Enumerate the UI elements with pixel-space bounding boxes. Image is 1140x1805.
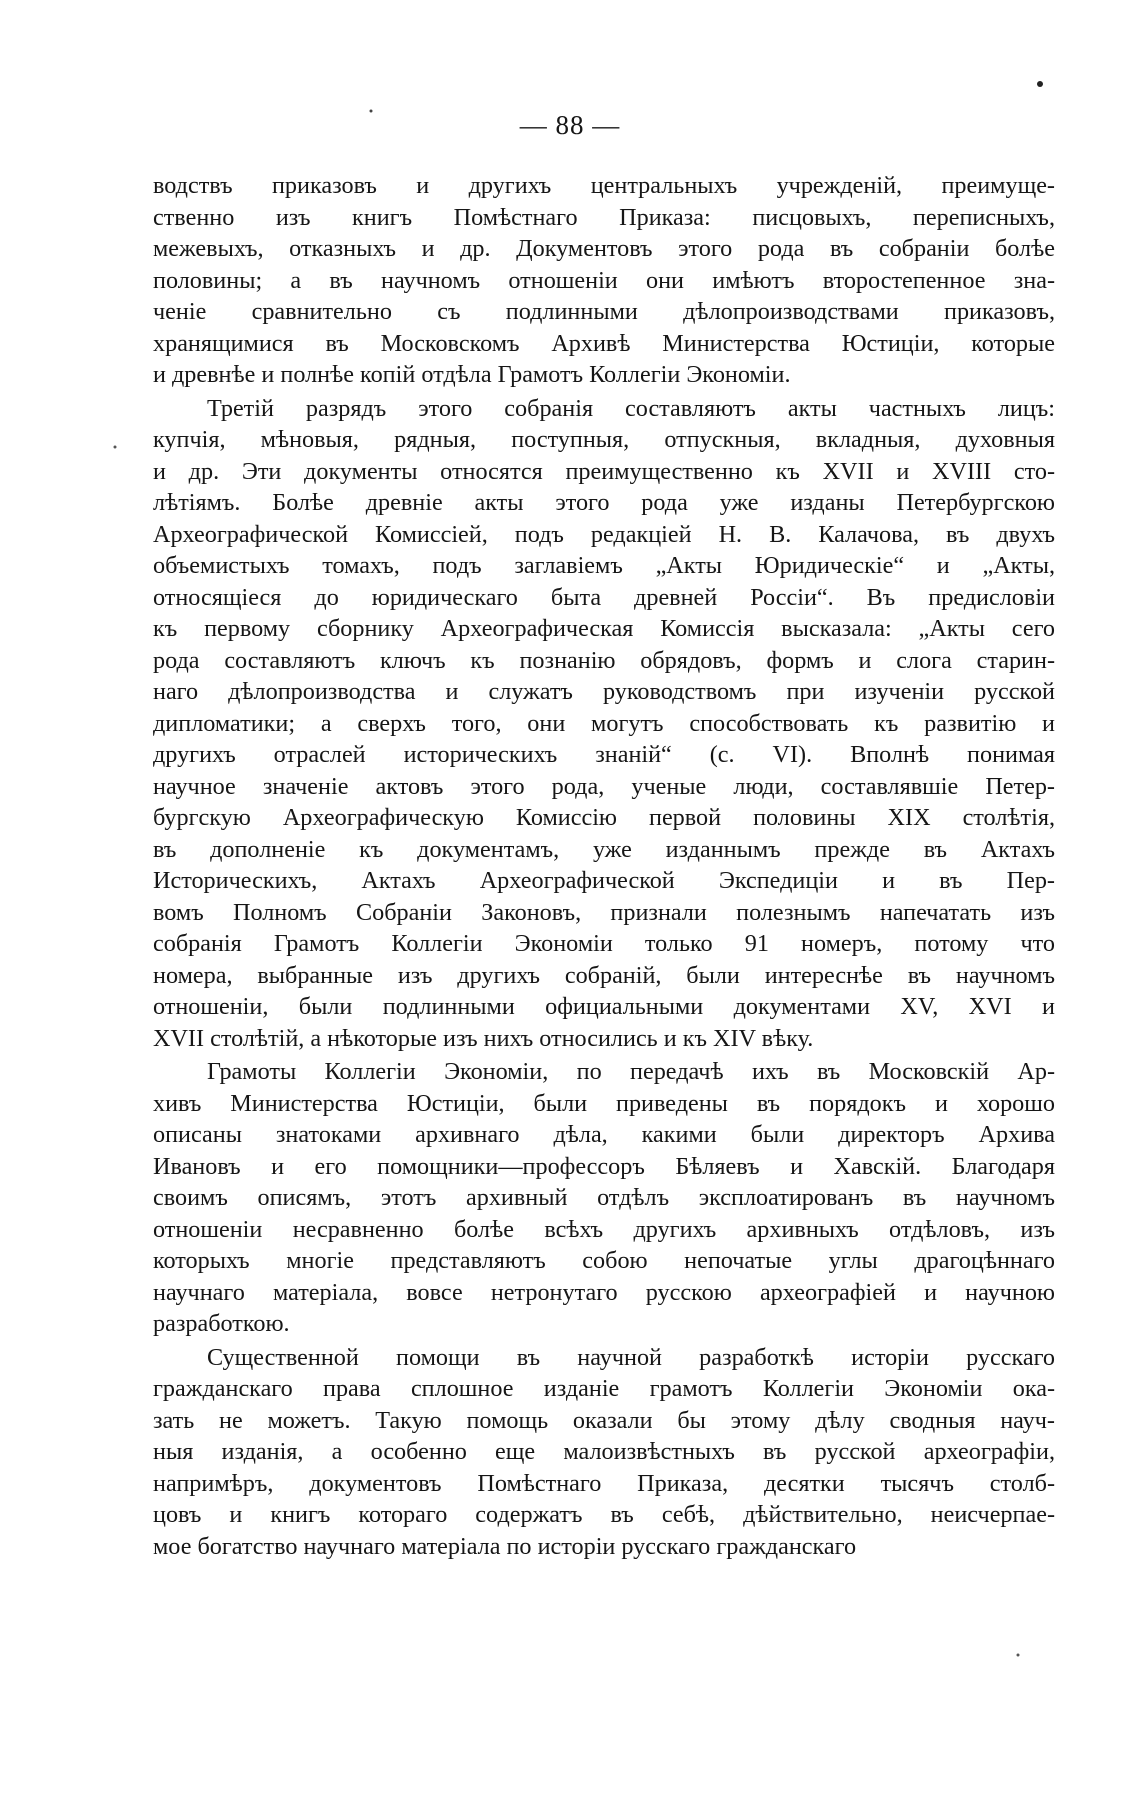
text-line: своимъ описямъ, этотъ архивный отдѣлъ эксплоатированъ въ научномъ bbox=[153, 1184, 1055, 1211]
text-line: XVII столѣтій, а нѣкоторые изъ нихъ относились и къ XIV вѣку. bbox=[153, 1024, 814, 1052]
text-line: другихъ отраслей историческихъ знаній“ (с. VI). Вполнѣ понимая bbox=[153, 741, 1055, 768]
text-line: Третій разрядъ этого собранія составляютъ акты частныхъ лицъ: bbox=[207, 394, 1055, 422]
text-line: собранія Грамотъ Коллегіи Экономіи только 91 номеръ, потому что bbox=[153, 930, 1055, 957]
text-line: хранящимися въ Московскомъ Архивѣ Министерства Юстиціи, которые bbox=[153, 329, 1055, 357]
text-line: наго дѣлопроизводства и служатъ руководствомъ при изученіи русской bbox=[153, 678, 1055, 705]
page-number: — 88 — bbox=[519, 110, 621, 140]
text-line: научное значеніе актовъ этого рода, ученые люди, составлявшіе Петер- bbox=[153, 772, 1055, 800]
text-line: Существенной помощи въ научной разработкѣ исторіи русскаго bbox=[207, 1343, 1055, 1371]
text-line: номера, выбранные изъ другихъ собраній, были интереснѣе въ научномъ bbox=[153, 961, 1055, 989]
text-line: хивъ Министерства Юстиціи, были приведены въ порядокъ и хорошо bbox=[153, 1089, 1055, 1117]
text-line: и др. Эти документы относятся преимущественно къ XVII и XVIII сто- bbox=[153, 457, 1055, 485]
text-line: вомъ Полномъ Собраніи Законовъ, признали полезнымъ напечатать изъ bbox=[153, 898, 1055, 926]
text-line: бургскую Археографическую Комиссію первой половины XIX столѣтія, bbox=[153, 804, 1055, 831]
text-line: гражданскаго права сплошное изданіе грамотъ Коллегіи Экономіи ока- bbox=[153, 1375, 1055, 1402]
text-line: лѣтіямъ. Болѣе древніе акты этого рода уже изданы Петербургскою bbox=[153, 489, 1055, 516]
text-line: мое богатство научнаго матеріала по исторіи русскаго гражданскаго bbox=[153, 1532, 857, 1560]
text-line: которыхъ многіе представляютъ собою непочатые углы драгоцѣннаго bbox=[153, 1247, 1055, 1274]
text-line: зать не можетъ. Такую помощь оказали бы этому дѣлу сводныя науч- bbox=[153, 1406, 1055, 1434]
text-line: напримѣръ, документовъ Помѣстнаго Приказа, десятки тысячъ столб- bbox=[153, 1469, 1055, 1497]
text-line: ныя изданія, а особенно еще малоизвѣстныхъ въ русской археографіи, bbox=[153, 1438, 1055, 1465]
text-line: половины; а въ научномъ отношеніи они имѣютъ второстепенное зна- bbox=[153, 266, 1055, 294]
text-line: Грамоты Коллегіи Экономіи, по передачѣ ихъ въ Московскій Ар- bbox=[207, 1058, 1055, 1085]
text-line: къ первому сборнику Археографическая Комиссія высказала: „Акты сего bbox=[153, 615, 1055, 642]
text-line: объемистыхъ томахъ, подъ заглавіемъ „Акты Юридическіе“ и „Акты, bbox=[153, 552, 1055, 579]
text-line: Историческихъ, Актахъ Археографической Экспедиціи и въ Пер- bbox=[153, 867, 1055, 894]
text-line: ственно изъ книгъ Помѣстнаго Приказа: писцовыхъ, переписныхъ, bbox=[153, 203, 1055, 231]
text-line: разработкою. bbox=[153, 1310, 290, 1337]
text-line: относящіеся до юридическаго быта древней Россіи“. Въ предисловіи bbox=[153, 583, 1055, 611]
text-line: и древнѣе и полнѣе копій отдѣла Грамотъ Коллегіи Экономіи. bbox=[153, 361, 791, 388]
text-line: научнаго матеріала, вовсе нетронутаго русскою археографіей и научною bbox=[153, 1278, 1055, 1306]
text-line: ченіе сравнительно съ подлинными дѣлопроизводствами приказовъ, bbox=[153, 298, 1055, 325]
text-line: межевыхъ, отказныхъ и др. Документовъ этого рода въ собраніи болѣе bbox=[153, 235, 1055, 262]
text-line: описаны знатоками архивнаго дѣла, какими были директоръ Архива bbox=[153, 1121, 1055, 1148]
text-line: купчія, мѣновыя, рядныя, поступныя, отпускныя, вкладныя, духовныя bbox=[153, 426, 1055, 453]
text-line: въ дополненіе къ документамъ, уже изданнымъ прежде въ Актахъ bbox=[153, 835, 1055, 863]
text-line: Ивановъ и его помощники—профессоръ Бѣляевъ и Хавскій. Благодаря bbox=[153, 1152, 1055, 1180]
text-line: отношеніи, были подлинными официальными документами XV, XVI и bbox=[153, 993, 1055, 1020]
text-line: отношеніи несравненно болѣе всѣхъ другихъ архивныхъ отдѣловъ, изъ bbox=[153, 1215, 1055, 1243]
text-line: цовъ и книгъ котораго содержатъ въ себѣ, дѣйствительно, неисчерпае- bbox=[153, 1501, 1055, 1528]
text-line: водствъ приказовъ и другихъ центральныхъ учрежденій, преимуще- bbox=[153, 172, 1055, 199]
text-line: дипломатики; а сверхъ того, они могутъ способствовать къ развитію и bbox=[153, 709, 1055, 737]
text-line: рода составляютъ ключъ къ познанію обрядовъ, формъ и слога старин- bbox=[153, 646, 1055, 674]
text-line: Археографической Комиссіей, подъ редакціей Н. В. Калачова, въ двухъ bbox=[153, 520, 1055, 548]
